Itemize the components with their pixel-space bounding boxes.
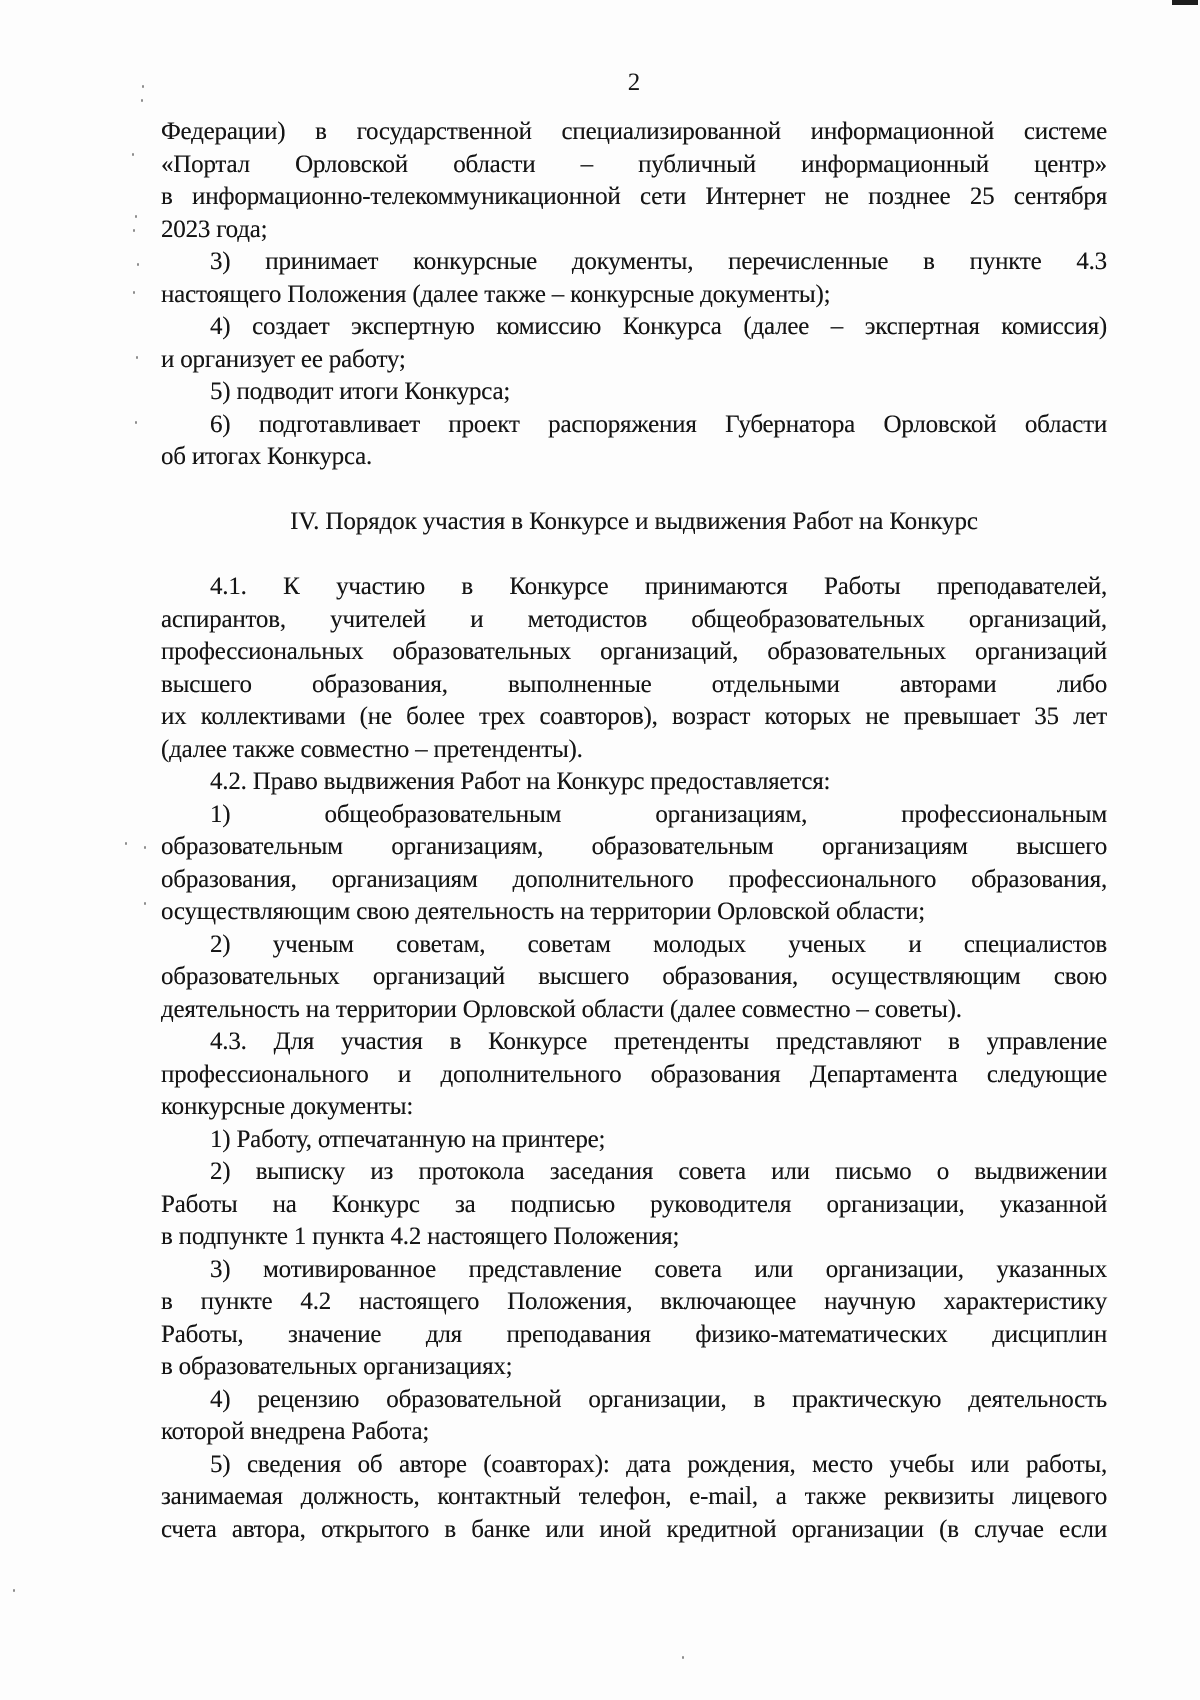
text-line: 2023 года; <box>161 215 268 243</box>
text-line: настоящего Положения (далее также – конкурсные документы); <box>161 280 831 308</box>
scan-speck <box>125 842 127 845</box>
text-line: осуществляющим свою деятельность на территории Орловской области; <box>161 898 925 925</box>
text-line: 2) ученым советам, советам молодых ученых и специалистов <box>210 930 1107 958</box>
text-line: в пункте 4.2 настоящего Положения, включающее научную характеристику <box>161 1288 1107 1315</box>
scan-speck <box>682 1656 684 1659</box>
text-line: и организует ее работу; <box>161 345 406 373</box>
scan-speck <box>144 846 146 849</box>
text-line: 6) подготавливает проект распоряжения Губернатора Орловской области <box>210 410 1107 438</box>
text-line: «Портал Орловской области – публичный информационный центр» <box>161 150 1107 178</box>
text-line: 1) общеобразовательным организациям, профессиональным <box>210 800 1107 828</box>
text-line: 4.3. Для участия в Конкурсе претенденты представляют в управление <box>210 1028 1107 1055</box>
page-number: 2 <box>627 69 641 96</box>
text-line: 1) Работу, отпечатанную на принтере; <box>210 1125 606 1153</box>
blank-line <box>161 474 1107 507</box>
text-line: в образовательных организациях; <box>161 1353 513 1380</box>
text-line: 2) выписку из протокола заседания совета или письмо о выдвижении <box>210 1158 1107 1185</box>
text-line: в информационно-телекоммуникационной сети Интернет не позднее 25 сентября <box>161 183 1107 210</box>
scan-speck <box>13 1589 15 1592</box>
text-line: 4) создает экспертную комиссию Конкурса (далее – экспертная комиссия) <box>210 313 1107 340</box>
text-line: которой внедрена Работа; <box>161 1418 430 1445</box>
text-line: счета автора, открытого в банке или иной кредитной организации (в случае если <box>161 1515 1107 1543</box>
section-heading: IV. Порядок участия в Конкурсе и выдвижения Работ на Конкурс <box>290 508 978 535</box>
text-line: аспирантов, учителей и методистов общеобразовательных организаций, <box>161 605 1107 633</box>
text-line: 5) подводит итоги Конкурса; <box>210 378 511 405</box>
text-line: Работы на Конкурс за подписью руководителя организации, указанной <box>161 1190 1107 1218</box>
text-line: профессионального и дополнительного образования Департамента следующие <box>161 1060 1107 1088</box>
text-line: профессиональных образовательных организаций, образовательных организаций <box>161 638 1107 665</box>
scan-speck <box>142 85 144 88</box>
scan-speck <box>135 421 137 424</box>
text-line: высшего образования, выполненные отдельными авторами либо <box>161 670 1107 698</box>
text-line: занимаемая должность, контактный телефон, e-mail, а также реквизиты лицевого <box>161 1483 1107 1510</box>
text-line: образовательным организациям, образовательным организациям высшего <box>161 833 1107 860</box>
scan-speck <box>135 215 137 218</box>
text-line: образовательных организаций высшего образования, осуществляющим свою <box>161 963 1107 990</box>
text-line: в подпункте 1 пункта 4.2 настоящего Положения; <box>161 1223 680 1250</box>
text-line: Федерации) в государственной специализированной информационной системе <box>161 118 1107 145</box>
text-line: их коллективами (не более трех соавторов), возраст которых не превышает 35 лет <box>161 703 1107 730</box>
text-line: образования, организациям дополнительного профессионального образования, <box>161 865 1107 893</box>
text-line: 4.2. Право выдвижения Работ на Конкурс предоставляется: <box>210 768 831 795</box>
scan-speck <box>144 902 146 905</box>
document-body <box>161 116 1107 1546</box>
scan-speck <box>137 263 139 266</box>
scan-speck <box>132 153 134 156</box>
text-line: 4) рецензию образовательной организации, в практическую деятельность <box>210 1385 1107 1413</box>
text-line: 3) принимает конкурсные документы, перечисленные в пункте 4.3 <box>210 248 1107 275</box>
text-line: конкурсные документы: <box>161 1093 414 1120</box>
scan-speck <box>141 99 143 102</box>
text-line: об итогах Конкурса. <box>161 443 373 470</box>
text-line: 5) сведения об авторе (соавторах): дата рождения, место учебы или работы, <box>210 1450 1107 1478</box>
scan-artifact-corner <box>1172 0 1198 5</box>
scan-speck <box>133 291 135 294</box>
text-line: 3) мотивированное представление совета или организации, указанных <box>210 1255 1107 1283</box>
blank-line <box>161 539 1107 572</box>
text-line: (далее также совместно – претенденты). <box>161 735 583 763</box>
text-line: деятельность на территории Орловской области (далее совместно – советы). <box>161 995 962 1023</box>
scan-speck <box>136 356 138 359</box>
text-line: Работы, значение для преподавания физико-математических дисциплин <box>161 1320 1107 1348</box>
scan-speck <box>133 229 135 232</box>
text-line: 4.1. К участию в Конкурсе принимаются Работы преподавателей, <box>210 573 1107 600</box>
